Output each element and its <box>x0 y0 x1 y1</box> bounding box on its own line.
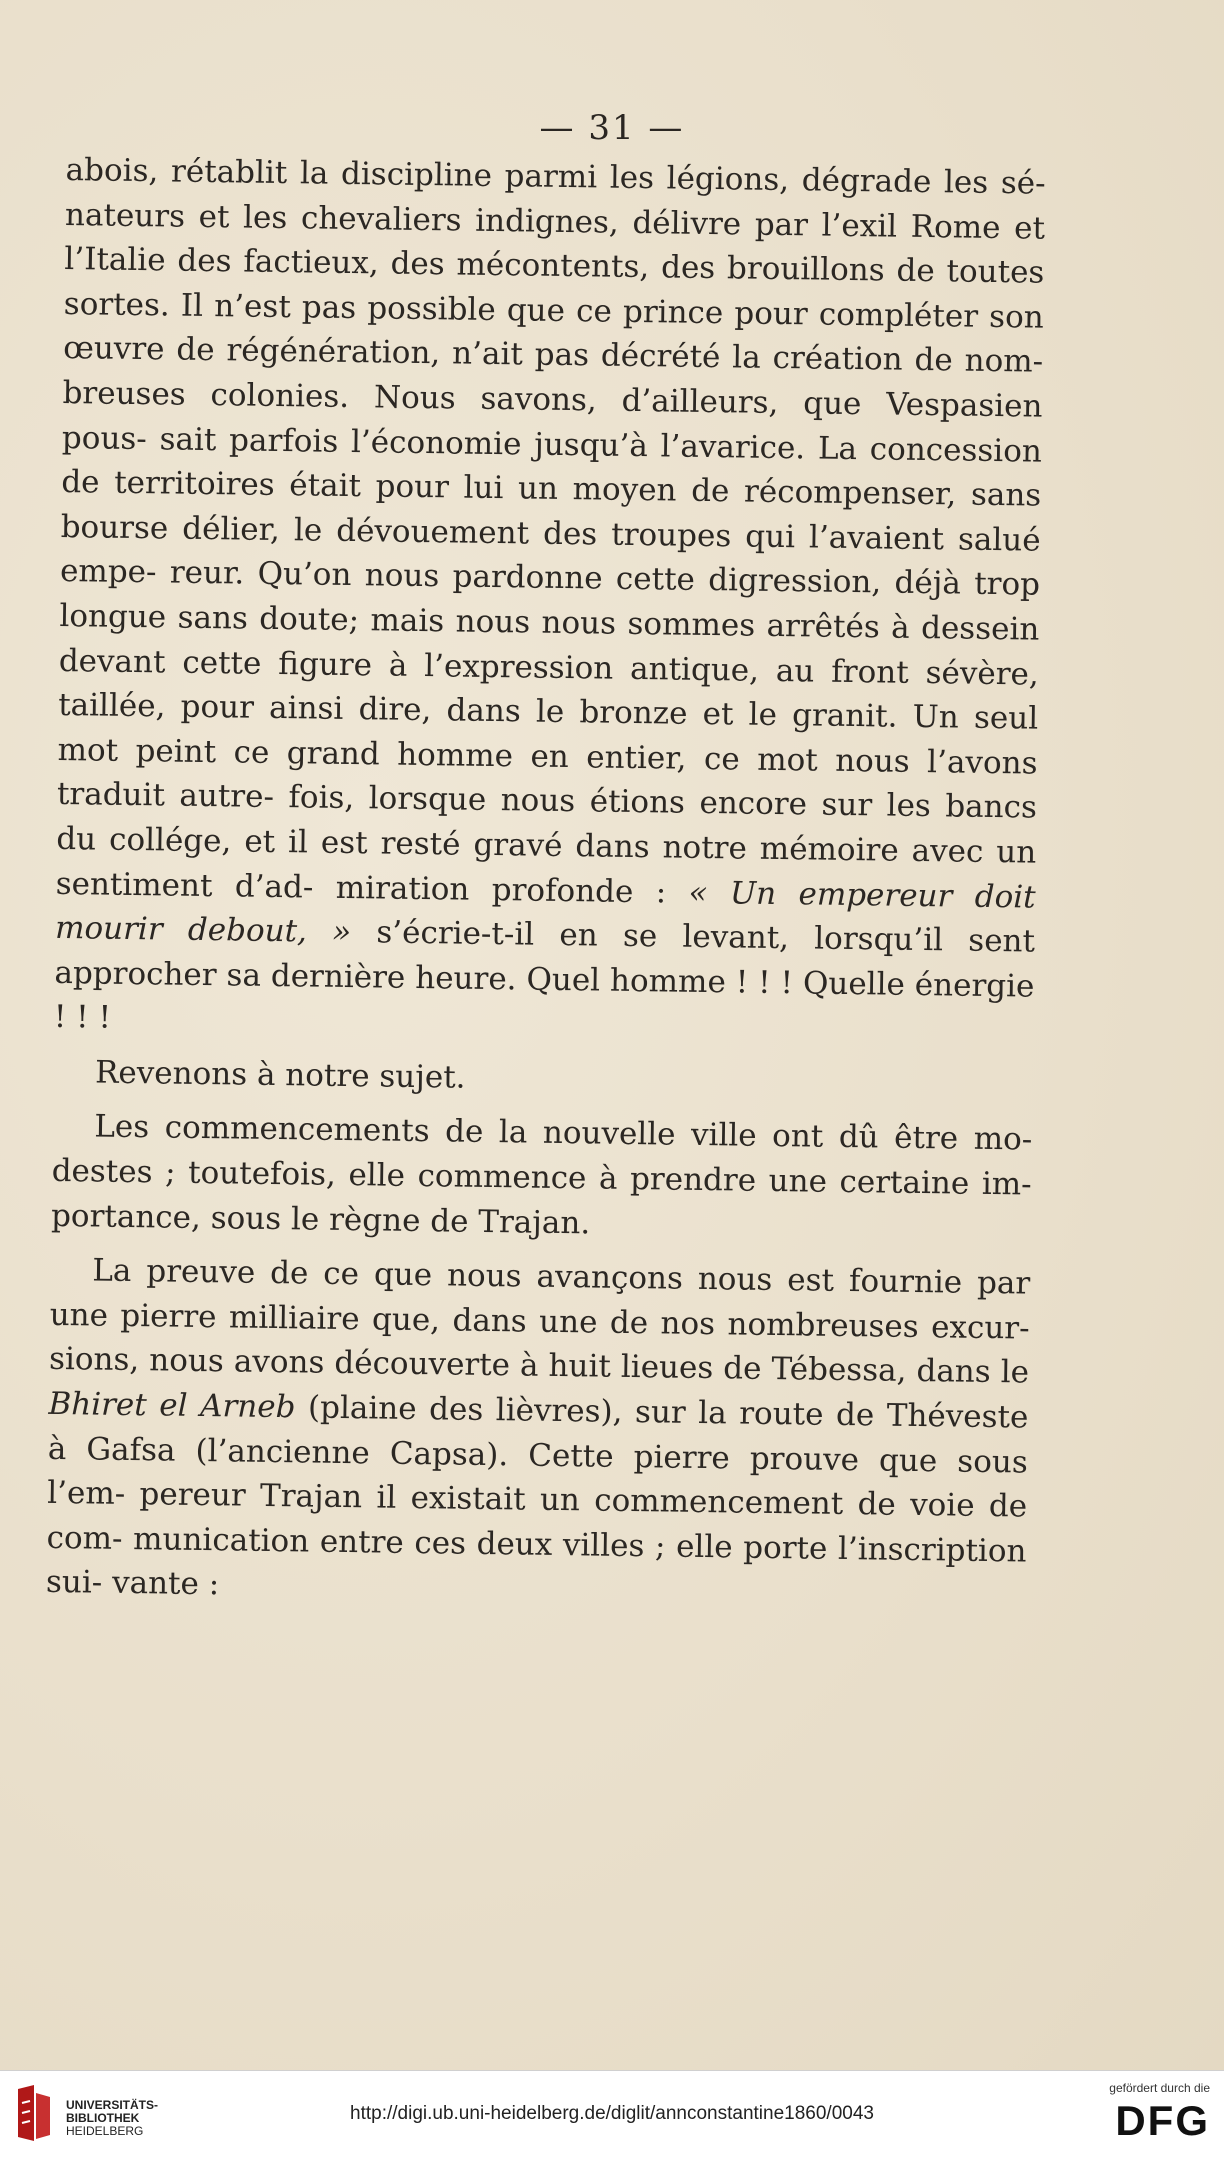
text-line: il est resté gravé dans notre mémoire avec un sentiment d’ad- <box>55 824 1037 906</box>
text-line: ce grand homme en entier, ce mot nous l’avons traduit autre- <box>56 734 1038 816</box>
quote: « Un empereur doit mourir debout, » <box>54 874 1036 951</box>
text-line: sortes. Il n’est pas possible que ce prince pour compléter son <box>63 285 1044 336</box>
permalink-url[interactable]: http://digi.ub.uni-heidelberg.de/diglit/annconstantine1860/0043 <box>350 2103 874 2124</box>
text-line: breuses colonies. Nous savons, d’ailleurs, que Vespasien pous- <box>61 374 1043 457</box>
funder-caption: gefördert durch die <box>1109 2081 1210 2095</box>
paragraph-2: Revenons à notre sujet. <box>94 1054 466 1096</box>
text-line: sait parfois l’économie jusqu’à l’avarice. La concession de <box>61 420 1043 501</box>
paragraph-4 <box>46 1248 1031 1618</box>
text-line: fois, lorsque nous étions encore sur les bancs du collége, et <box>56 779 1038 860</box>
text-line: miration profonde : <box>335 869 667 910</box>
paragraph-1 <box>54 148 1046 1053</box>
library-name-line: HEIDELBERG <box>66 2124 144 2138</box>
text-line: cette figure à l’expression antique, au front sévère, taillée, <box>57 644 1039 725</box>
text-line: heure. Quel homme ! ! ! Quelle énergie ! ! ! <box>53 959 1035 1036</box>
text-line: Les commencements de la nouvelle ville ont dû être mo- <box>94 1108 1033 1159</box>
text-line: munication entre ces deux villes ; elle porte l’inscription sui- <box>45 1520 1027 1602</box>
place-name: Bhiret el Arneb <box>48 1385 296 1426</box>
dfg-logo: DFG <box>1115 2097 1210 2144</box>
text-line: le <box>1000 1354 1030 1392</box>
text-line: destes ; toutefois, elle commence à prendre une certaine im- <box>51 1152 1032 1203</box>
text-line: l’Italie des factieux, des mécontents, des brouillons de toutes <box>64 241 1045 291</box>
text-line: s’écrie-t-il en se levant, lorsqu’il sent approcher sa dernière <box>54 914 1036 996</box>
text-line: sions, nous avons découverte à huit lieues de Tébessa, dans <box>48 1341 991 1391</box>
text-line: à Gafsa (l’ancienne Capsa). Cette pierre prouve que sous l’em- <box>46 1430 1028 1513</box>
viewer-footer <box>0 2070 1224 2159</box>
text-line: vante : <box>111 1565 220 1603</box>
text-line: une pierre milliaire que, dans une de nos nombreuses excur- <box>49 1296 1030 1347</box>
text-line: pereur Trajan il existait un commencement de voie de com- <box>46 1476 1028 1557</box>
text-line: abois, rétablit la discipline parmi les légions, dégrade les sé- <box>65 151 1046 202</box>
library-name-line: BIBLIOTHEK <box>66 2111 140 2125</box>
text-line: nateurs et les chevaliers indignes, délivre par l’exil Rome et <box>64 196 1046 247</box>
text-line: portance, sous le règne de Trajan. <box>50 1197 591 1242</box>
page-number: — 31 — <box>539 108 685 148</box>
library-name-line: UNIVERSITÄTS- <box>66 2098 159 2112</box>
text-line: pour ainsi dire, dans le bronze et le granit. Un seul mot peint <box>57 688 1039 770</box>
text-line: reur. Qu’on nous pardonne cette digression, déjà trop longue <box>59 554 1041 636</box>
text-line: œuvre de régénération, n’ait pas décrété la création de nom- <box>62 330 1044 381</box>
body-text <box>46 148 1046 1619</box>
paragraph-3 <box>51 1104 1033 1251</box>
text-line: La preuve de ce que nous avançons nous est fournie par <box>92 1252 1031 1302</box>
text-line: sans doute; mais nous nous sommes arrêtés à dessein devant <box>58 599 1040 680</box>
text-line: (plaine des lièvres), sur la route de Théveste <box>295 1389 1029 1436</box>
text-line: délier, le dévouement des troupes qui l’avaient salué empe- <box>59 510 1041 591</box>
text-line: territoires était pour lui un moyen de récompenser, sans bourse <box>60 464 1042 547</box>
